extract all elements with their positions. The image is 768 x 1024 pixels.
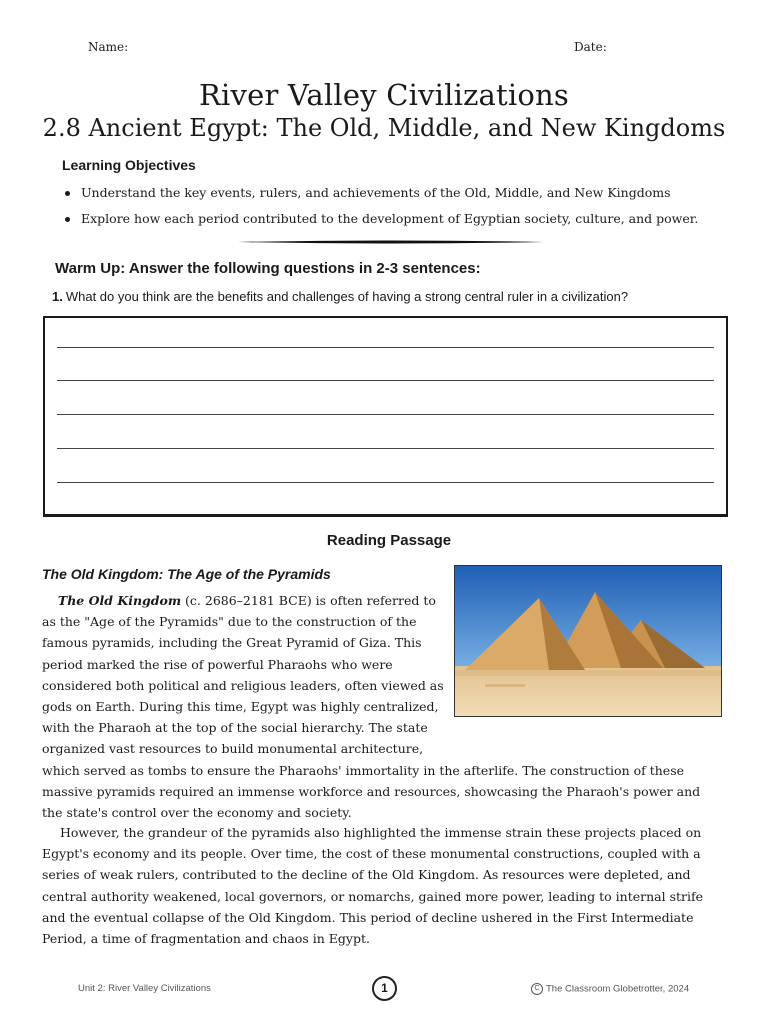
objective-item: Understand the key events, rulers, and achievements of the Old, Middle, and New Kingdoms xyxy=(62,184,742,210)
page-title: River Valley Civilizations xyxy=(198,78,569,112)
answer-line[interactable] xyxy=(57,347,714,348)
learning-objectives-heading: Learning Objectives xyxy=(62,157,196,173)
old-kingdom-paragraph-1 xyxy=(42,590,722,823)
copyright-text: The Classroom Globetrotter, 2024 xyxy=(546,983,690,995)
old-kingdom-heading: The Old Kingdom: The Age of the Pyramids xyxy=(42,566,331,582)
answer-line[interactable] xyxy=(57,448,714,449)
page-subtitle: 2.8 Ancient Egypt: The Old, Middle, and New Kingdoms xyxy=(42,114,726,142)
section-divider xyxy=(238,240,544,244)
old-kingdom-paragraph-2: However, the grandeur of the pyramids also highlighted the immense strain these projects placed on Egypt's economy and its people. Over time, the cost of these monumental constructions, coupled with a series of weak rulers, contributed to the decline of the Old Kingdom. As resources were depleted, and central authority weakened, local governors, or nomarchs, gained more power, leading to internal strife and the eventual collapse of the Old Kingdom. This period of decline ushered in the First Intermediate Period, a time of fragmentation and chaos in Egypt. xyxy=(42,825,704,947)
paragraph-1-text: (c. 2686–2181 BCE) is often referred to as the "Age of the Pyramids" due to the construction of the famous pyramids, including the Great Pyramid of Giza. This period marked the rise of powerful Pharaohs who were considered both political and religious leaders, often viewed as gods on Earth. During this time, Egypt was highly centralized, with the Pharaoh at the top of the social hierarchy. The state organized vast resources to build monumental architecture, which served as tombs to ensure the Pharaohs' immortality in the afterlife. The construction of these massive pyramids required an immense workforce and resources, showcasing the Pharaoh's power and the state's control over the economy and society. xyxy=(42,593,701,821)
learning-objectives-list xyxy=(62,184,742,236)
answer-line[interactable] xyxy=(57,482,714,483)
question-text: What do you think are the benefits and challenges of having a strong central ruler in a civilization? xyxy=(65,289,629,304)
answer-line[interactable] xyxy=(57,414,714,415)
warm-up-question xyxy=(52,289,742,304)
date-label: Date: xyxy=(574,40,607,54)
question-number: 1. xyxy=(52,289,63,304)
answer-line[interactable] xyxy=(57,380,714,381)
footer-copyright xyxy=(531,983,689,995)
answer-box[interactable] xyxy=(43,316,728,517)
name-label: Name: xyxy=(88,40,129,54)
objective-item: Explore how each period contributed to the development of Egyptian society, culture, and power. xyxy=(62,210,742,236)
warm-up-heading: Warm Up: Answer the following questions in 2-3 sentences: xyxy=(55,260,481,277)
old-kingdom-term: The Old Kingdom xyxy=(57,593,182,608)
footer-unit: Unit 2: River Valley Civilizations xyxy=(78,983,211,994)
page-number: 1 xyxy=(372,976,397,1001)
reading-passage-heading: Reading Passage xyxy=(326,532,452,549)
copyright-icon: C xyxy=(531,983,543,995)
